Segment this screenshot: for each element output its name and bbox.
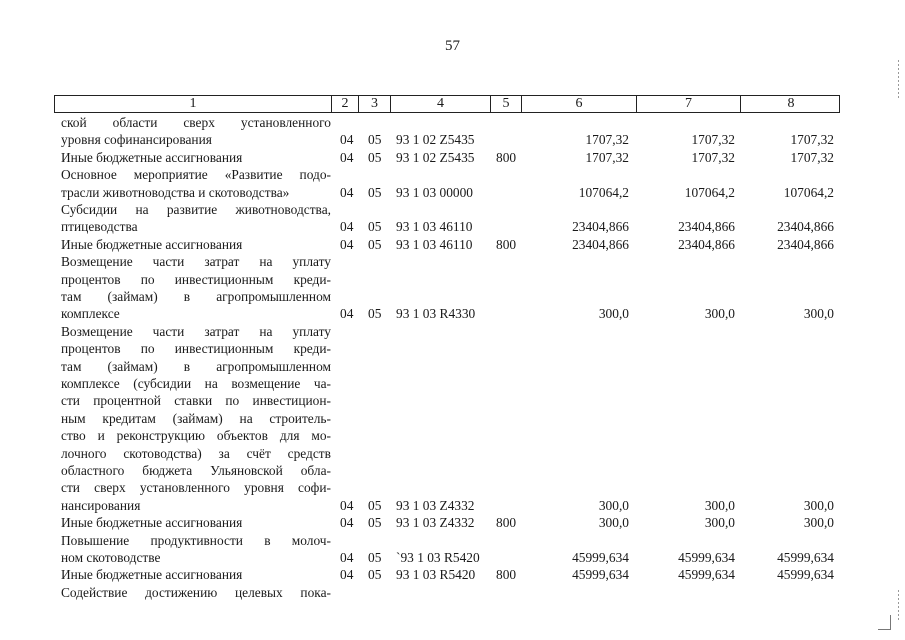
table-row [0,358,905,376]
row-description: Повышение продуктивности в молоч- [61,532,331,548]
row-description: процентов по инвестиционным креди- [61,271,331,287]
header-col-6: 6 [522,96,637,112]
row-description: лочного скотоводства) за счёт средств [61,445,331,461]
table-header [54,95,840,113]
cell-col-2: 04 [340,306,354,322]
row-description: ство и реконструкцию объектов для мо- [61,428,331,444]
cell-col-5: 800 [496,567,517,583]
table-row [0,549,905,567]
cell-col-8: 45999,634 [777,550,834,565]
table-row [0,392,905,410]
row-description: ным кредитам (займам) на строитель- [61,410,331,426]
cell-col-2: 04 [340,219,354,235]
table-row [0,479,905,497]
cell-col-7: 23404,866 [678,219,735,235]
row-description: там (займам) в агропромышленном [61,289,331,304]
table-row [0,184,905,202]
table-row [0,166,905,184]
row-description: нансирования [61,497,141,513]
scan-corner-mark [878,615,891,630]
cell-col-3: 05 [368,132,382,148]
header-col-5: 5 [491,96,522,112]
cell-col-6: 45999,634 [572,567,629,583]
cell-col-8: 300,0 [803,306,834,322]
cell-col-3: 05 [368,515,382,531]
table-row [0,410,905,428]
cell-col-8: 45999,634 [777,567,834,583]
cell-col-2: 04 [340,236,354,252]
table-row [0,584,905,602]
row-description: Иные бюджетные ассигнования [61,149,243,165]
row-description: трасли животноводства и скотоводства» [61,184,290,200]
cell-col-4: 93 1 03 46110 [396,219,473,235]
cell-col-6: 300,0 [598,306,629,322]
cell-col-4: 93 1 03 R5420 [396,567,476,583]
table-row [0,497,905,515]
cell-col-2: 04 [340,149,354,165]
table-row [0,271,905,289]
table-row [0,532,905,550]
cell-col-4: 93 1 03 Z4332 [396,497,475,513]
cell-col-8: 300,0 [803,515,834,531]
cell-col-5: 800 [496,149,517,165]
header-col-1: 1 [55,96,332,112]
cell-col-8: 1707,32 [790,132,834,148]
row-description: Иные бюджетные ассигнования [61,236,243,252]
row-description: Содействие достижению целевых пока- [61,584,331,600]
cell-col-2: 04 [340,497,354,513]
cell-col-3: 05 [368,497,382,513]
cell-col-3: 05 [368,219,382,235]
cell-col-6: 1707,32 [585,132,629,148]
cell-col-4: 93 1 03 46110 [396,236,473,252]
cell-col-2: 04 [340,184,354,200]
table-row [0,427,905,445]
table-row [0,462,905,480]
row-description: ской области сверх установленного [61,115,331,130]
table-row [0,323,905,341]
cell-col-5: 800 [496,515,517,531]
cell-col-7: 107064,2 [684,184,735,200]
header-col-4: 4 [391,96,491,112]
cell-col-4: 93 1 03 00000 [396,184,473,200]
table-row [0,288,905,306]
row-description: областного бюджета Ульяновской обла- [61,463,331,478]
row-description: сти процентной ставки по инвестицион- [61,393,331,409]
cell-col-6: 23404,866 [572,236,629,252]
row-description: процентов по инвестиционным креди- [61,341,331,357]
table-row [0,114,905,132]
cell-col-3: 05 [368,236,382,252]
cell-col-6: 107064,2 [578,184,629,200]
header-col-7: 7 [637,96,741,112]
table-row [0,375,905,393]
cell-col-3: 05 [368,306,382,322]
row-description: там (займам) в агропромышленном [61,358,331,374]
cell-col-2: 04 [340,132,354,148]
table-row [0,149,905,167]
row-description: Возмещение части затрат на уплату [61,254,331,270]
header-col-3: 3 [359,96,391,112]
table-row [0,201,905,219]
table-row [0,305,905,323]
cell-col-8: 107064,2 [783,184,834,200]
cell-col-8: 23404,866 [777,219,834,235]
cell-col-2: 04 [340,515,354,531]
cell-col-6: 45999,634 [572,550,629,565]
header-col-2: 2 [332,96,359,112]
row-description: ном скотоводстве [61,550,161,565]
table-row [0,253,905,271]
row-description: Субсидии на развитие животноводства, [61,202,331,217]
row-description: комплексе [61,306,120,322]
page-number: 57 [445,38,460,54]
table-row [0,445,905,463]
cell-col-7: 45999,634 [678,550,735,565]
cell-col-6: 1707,32 [585,149,629,165]
cell-col-3: 05 [368,149,382,165]
row-description: Возмещение части затрат на уплату [61,323,331,339]
cell-col-4: 93 1 03 Z4332 [396,515,475,531]
table-row [0,566,905,584]
table-row [0,236,905,254]
row-description: Основное мероприятие «Развитие подо- [61,167,331,183]
cell-col-8: 300,0 [803,497,834,513]
row-description: комплексе (субсидии на возмещение ча- [61,376,331,391]
table-row [0,340,905,358]
row-description: Иные бюджетные ассигнования [61,515,243,531]
row-description: сти сверх установленного уровня софи- [61,480,331,496]
cell-col-4: 93 1 03 R4330 [396,306,476,322]
row-description: птицеводства [61,219,138,235]
cell-col-4: 93 1 02 Z5435 [396,149,475,165]
table-row [0,131,905,149]
cell-col-6: 300,0 [598,515,629,531]
row-description: Иные бюджетные ассигнования [61,567,243,583]
cell-col-3: 05 [368,567,382,583]
cell-col-7: 300,0 [704,306,735,322]
cell-col-7: 300,0 [704,497,735,513]
header-col-8: 8 [787,96,795,111]
cell-col-7: 45999,634 [678,567,735,583]
cell-col-4: `93 1 03 R5420 [396,550,480,565]
table-row [0,514,905,532]
cell-col-6: 23404,866 [572,219,629,235]
cell-col-6: 300,0 [598,497,629,513]
scan-margin-mark [898,590,899,620]
row-description: уровня софинансирования [61,132,212,148]
cell-col-7: 1707,32 [691,132,735,148]
cell-col-7: 300,0 [704,515,735,531]
table-row [0,218,905,236]
cell-col-3: 05 [368,184,382,200]
cell-col-7: 23404,866 [678,236,735,252]
cell-col-8: 23404,866 [777,236,834,252]
cell-col-3: 05 [368,550,382,565]
cell-col-8: 1707,32 [790,149,834,165]
cell-col-7: 1707,32 [691,149,735,165]
cell-col-2: 04 [340,550,354,565]
scan-margin-mark [898,60,899,100]
cell-col-2: 04 [340,567,354,583]
cell-col-4: 93 1 02 Z5435 [396,132,475,148]
cell-col-5: 800 [496,236,517,252]
